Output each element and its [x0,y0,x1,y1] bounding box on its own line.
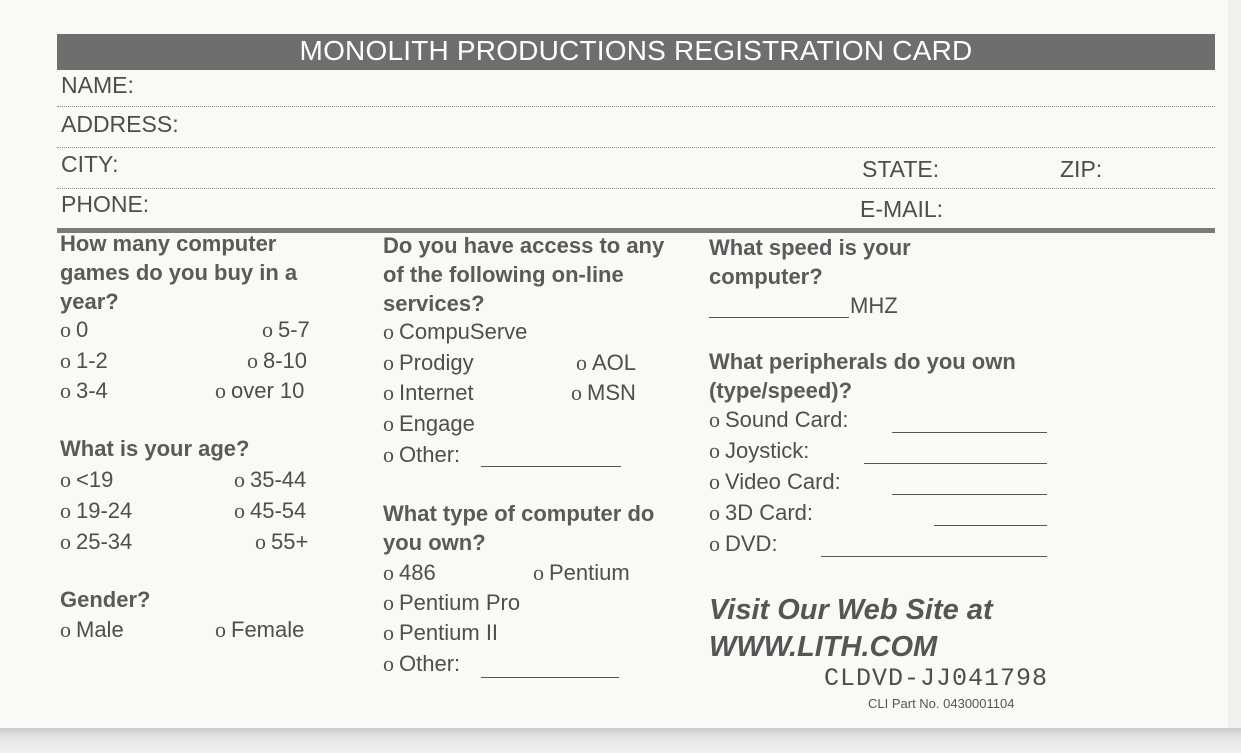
computer-option-pentium-pro[interactable]: o Pentium Pro [383,590,521,615]
games-question: How many computer games do you buy in a year? [60,231,298,314]
games-option-8-10[interactable]: o 8-10 [247,348,308,373]
checkbox-icon: o [709,500,720,525]
checkbox-icon: o [383,319,394,344]
phone-label: PHONE: [61,191,150,217]
age-option-25-34[interactable]: o 25-34 [60,529,133,554]
checkbox-icon: o [709,438,720,463]
address-label: ADDRESS: [61,111,179,137]
checkbox-icon: o [533,560,544,585]
card-edge [1228,0,1241,728]
city-line[interactable] [57,188,1215,189]
name-label: NAME: [61,72,134,98]
checkbox-icon: o [60,529,71,554]
checkbox-icon: o [383,651,394,676]
checkbox-icon: o [383,350,394,375]
online-option-aol[interactable]: o AOL [576,350,637,375]
online-option-msn[interactable]: o MSN [571,380,636,405]
age-option-35-44[interactable]: o 35-44 [234,467,307,492]
online-option-engage[interactable]: o Engage [383,411,475,436]
checkbox-icon: o [709,469,720,494]
checkbox-icon: o [215,378,226,403]
checkbox-icon: o [383,590,394,615]
peripherals-question: What peripherals do you own (type/speed)? [709,349,1016,403]
games-option-0[interactable]: o 0 [60,317,89,342]
zip-label: ZIP: [1060,156,1103,182]
checkbox-icon: o [383,411,394,436]
video-card-blank[interactable] [892,494,1047,495]
online-option-prodigy[interactable]: o Prodigy [383,350,474,375]
age-option-55-plus[interactable]: o 55+ [255,529,309,554]
games-option-over-10[interactable]: o over 10 [215,378,305,403]
gender-option-male[interactable]: o Male [60,617,124,642]
name-line[interactable] [57,106,1215,107]
peripheral-joystick[interactable]: o Joystick: [709,438,810,463]
games-option-3-4[interactable]: o 3-4 [60,378,108,403]
checkbox-icon: o [709,407,720,432]
speed-unit: MHZ [850,293,898,318]
computer-option-other[interactable]: o Other: [383,651,461,676]
email-label: E-MAIL: [860,196,944,222]
online-question: Do you have access to any of the following on-line services? [383,233,665,316]
city-label: CITY: [61,151,119,177]
checkbox-icon: o [60,317,71,342]
checkbox-icon: o [571,380,582,405]
online-option-internet[interactable]: o Internet [383,380,474,405]
visit-url[interactable]: WWW.LITH.COM [709,631,938,663]
checkbox-icon: o [383,620,394,645]
checkbox-icon: o [234,467,245,492]
peripheral-sound-card[interactable]: o Sound Card: [709,407,849,432]
checkbox-icon: o [262,317,273,342]
age-option-under-19[interactable]: o <19 [60,467,114,492]
card-title: MONOLITH PRODUCTIONS REGISTRATION CARD [57,34,1215,70]
checkbox-icon: o [383,380,394,405]
games-option-1-2[interactable]: o 1-2 [60,348,108,373]
checkbox-icon: o [60,348,71,373]
checkbox-icon: o [247,348,258,373]
visit-line-1: Visit Our Web Site at [709,594,993,626]
online-option-compuserve[interactable]: o CompuServe [383,319,528,344]
checkbox-icon: o [60,378,71,403]
age-question: What is your age? [60,436,250,461]
games-option-5-7[interactable]: o 5-7 [262,317,310,342]
computer-option-pentium-ii[interactable]: o Pentium II [383,620,499,645]
sound-card-blank[interactable] [892,432,1047,433]
checkbox-icon: o [215,617,226,642]
speed-question: What speed is your computer? [709,235,911,289]
age-option-19-24[interactable]: o 19-24 [60,498,133,523]
checkbox-icon: o [383,560,394,585]
state-label: STATE: [862,156,940,182]
checkbox-icon: o [709,531,720,556]
computer-type-question: What type of computer do you own? [383,501,655,555]
gender-option-female[interactable]: o Female [215,617,305,642]
3d-card-blank[interactable] [934,525,1047,526]
checkbox-icon: o [60,617,71,642]
joystick-blank[interactable] [864,463,1047,464]
checkbox-icon: o [255,529,266,554]
checkbox-icon: o [383,442,394,467]
peripheral-dvd[interactable]: o DVD: [709,531,778,556]
checkbox-icon: o [60,498,71,523]
gender-question: Gender? [60,587,151,612]
age-option-45-54[interactable]: o 45-54 [234,498,307,523]
part-number: CLI Part No. 0430001104 [868,696,1015,711]
online-option-other[interactable]: o Other: [383,442,461,467]
dvd-blank[interactable] [821,556,1047,557]
serial-code: CLDVD-JJ041798 [824,664,1049,693]
scan-shadow-band [0,728,1241,753]
computer-option-486[interactable]: o 486 [383,560,436,585]
peripheral-video-card[interactable]: o Video Card: [709,469,841,494]
address-line[interactable] [57,147,1215,148]
peripheral-3d-card[interactable]: o 3D Card: [709,500,814,525]
speed-blank[interactable] [709,317,849,318]
checkbox-icon: o [60,467,71,492]
checkbox-icon: o [234,498,245,523]
computer-other-blank[interactable] [481,677,619,678]
computer-option-pentium[interactable]: o Pentium [533,560,630,585]
checkbox-icon: o [576,350,587,375]
online-other-blank[interactable] [481,466,621,467]
